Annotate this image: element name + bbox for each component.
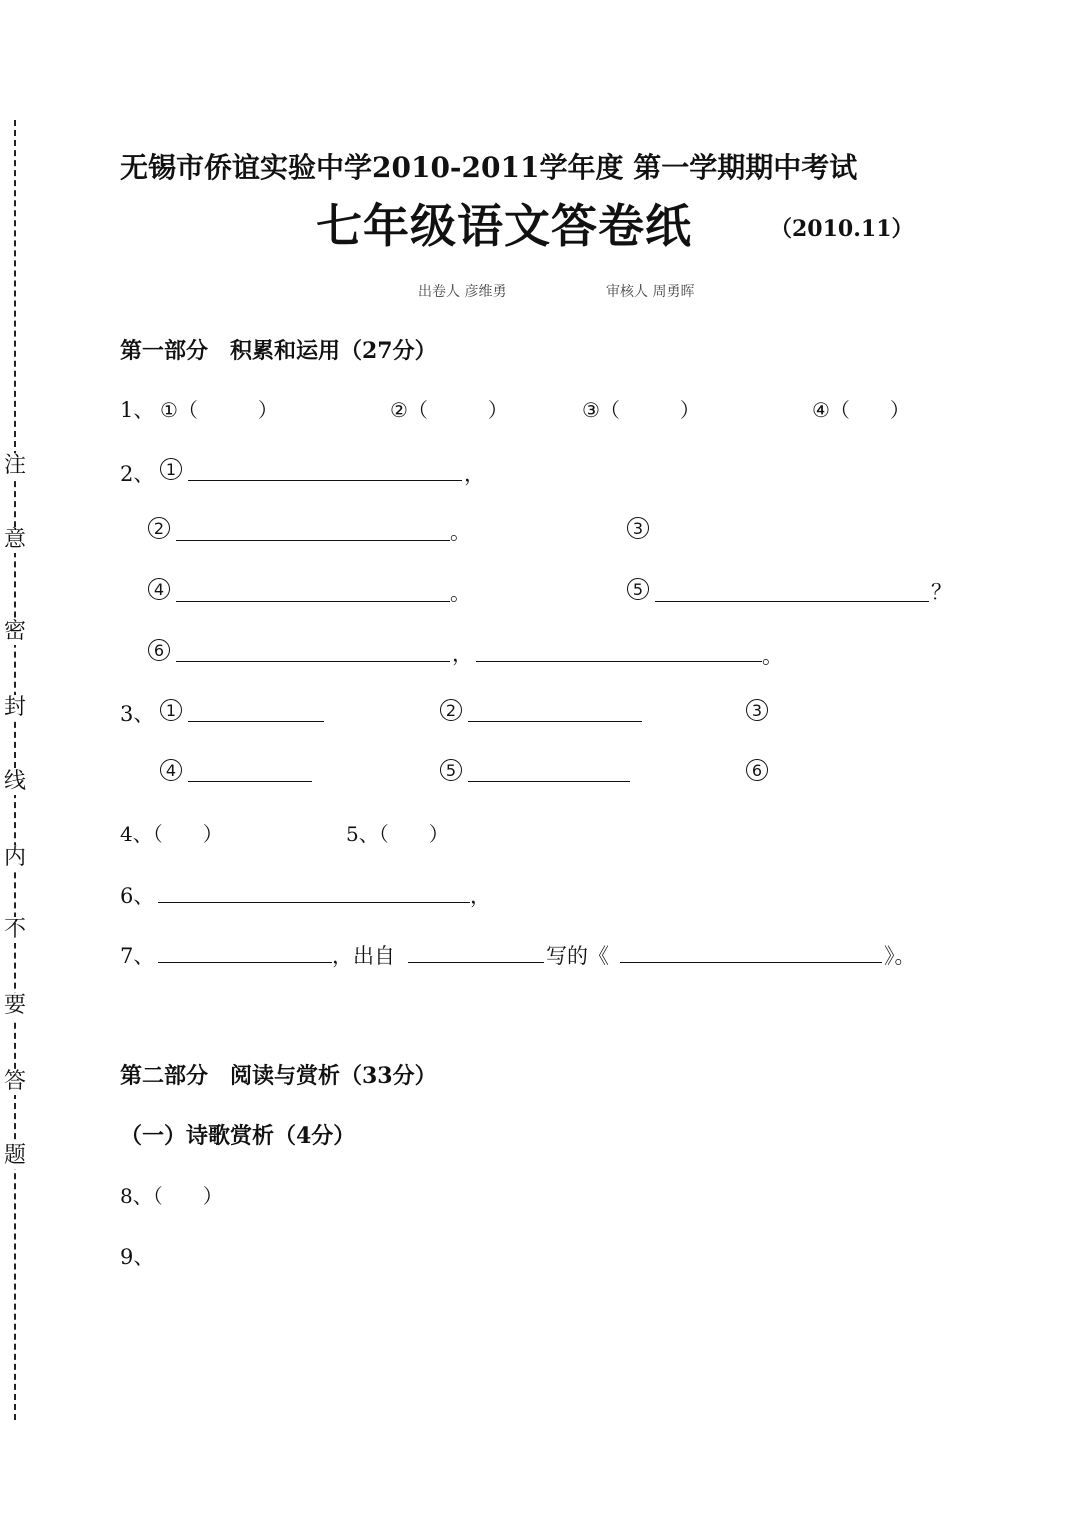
q7-number: 7、 — [120, 944, 155, 968]
q2-punct: 。 — [762, 644, 783, 668]
part2-heading: 第二部分 阅读与赏析（33分） — [120, 1063, 437, 1089]
q3-blank-1[interactable] — [188, 721, 324, 722]
circled-number-4: 4 — [148, 578, 170, 600]
q7-text-end: 》。 — [884, 944, 916, 968]
q6-number: 6、 — [120, 884, 155, 908]
seal-char: 意 — [3, 527, 26, 552]
circled-number-1: 1 — [160, 458, 182, 480]
part1-heading: 第一部分 积累和运用（27分） — [120, 338, 437, 364]
q3-blank-2[interactable] — [468, 721, 642, 722]
q1-answer-4[interactable]: ④（ ） — [812, 398, 910, 422]
q2-number: 2、 — [120, 462, 155, 486]
poetry-section-heading: （一）诗歌赏析（4分） — [120, 1123, 356, 1149]
page-title: 七年级语文答卷纸 — [316, 199, 692, 253]
circled-number-2: 2 — [440, 699, 462, 721]
seal-char: 封 — [3, 695, 26, 720]
seal-char: 线 — [3, 769, 26, 794]
circled-number-4: 4 — [160, 759, 182, 781]
seal-char: 密 — [3, 619, 26, 644]
circled-number-3: 3 — [746, 699, 768, 721]
q4-answer[interactable]: 4、（ ） — [120, 822, 223, 846]
seal-char: 答 — [3, 1069, 26, 1094]
circled-number-5: 5 — [627, 578, 649, 600]
exam-date: （2010.11） — [770, 216, 914, 242]
q1-answer-3[interactable]: ③（ ） — [582, 398, 700, 422]
q2-blank-4[interactable] — [176, 601, 450, 602]
seal-char: 不 — [3, 917, 26, 942]
circled-number-6: 6 — [148, 639, 170, 661]
q9-number: 9、 — [120, 1245, 155, 1269]
q3-number: 3、 — [120, 702, 155, 726]
q8-answer[interactable]: 8、（ ） — [120, 1184, 223, 1208]
q7-blank-author[interactable] — [408, 962, 544, 963]
q7-text-wrote: 写的《 — [546, 944, 609, 968]
q7-blank-work[interactable] — [620, 962, 882, 963]
q2-blank-6a[interactable] — [176, 661, 450, 662]
q3-blank-4[interactable] — [188, 781, 312, 782]
seal-char: 内 — [3, 845, 26, 870]
q1-number: 1、 — [120, 398, 155, 422]
q2-punct: ， — [452, 642, 473, 666]
school-exam-line: 无锡市侨谊实验中学2010-2011学年度 第一学期期中考试 — [120, 151, 858, 184]
reviewer-credit: 审核人 周勇晖 — [606, 284, 695, 300]
q2-punct: ， — [464, 462, 485, 486]
q2-punct: 。 — [450, 520, 471, 544]
q1-answer-2[interactable]: ②（ ） — [390, 398, 508, 422]
circled-number-3: 3 — [627, 517, 649, 539]
q2-blank-6b[interactable] — [476, 661, 762, 662]
circled-number-5: 5 — [440, 759, 462, 781]
q6-punct: ， — [470, 884, 491, 908]
seal-char: 注 — [3, 453, 26, 478]
circled-number-2: 2 — [148, 517, 170, 539]
q6-blank[interactable] — [158, 902, 470, 903]
q2-punct: ？ — [931, 580, 952, 604]
setter-credit: 出卷人 彦维勇 — [418, 284, 507, 300]
circled-number-1: 1 — [160, 699, 182, 721]
q2-blank-5[interactable] — [655, 601, 929, 602]
q2-blank-1[interactable] — [188, 480, 462, 481]
circled-number-6: 6 — [746, 759, 768, 781]
q2-blank-2[interactable] — [176, 540, 450, 541]
seal-char: 要 — [3, 993, 26, 1018]
q7-text-from: ，出自 — [332, 944, 395, 968]
seal-char: 题 — [3, 1143, 26, 1168]
q2-punct: 。 — [450, 581, 471, 605]
q3-blank-5[interactable] — [468, 781, 630, 782]
q1-answer-1[interactable]: ①（ ） — [160, 398, 278, 422]
q7-blank-quote[interactable] — [158, 962, 332, 963]
q5-answer[interactable]: 5、（ ） — [346, 822, 449, 846]
